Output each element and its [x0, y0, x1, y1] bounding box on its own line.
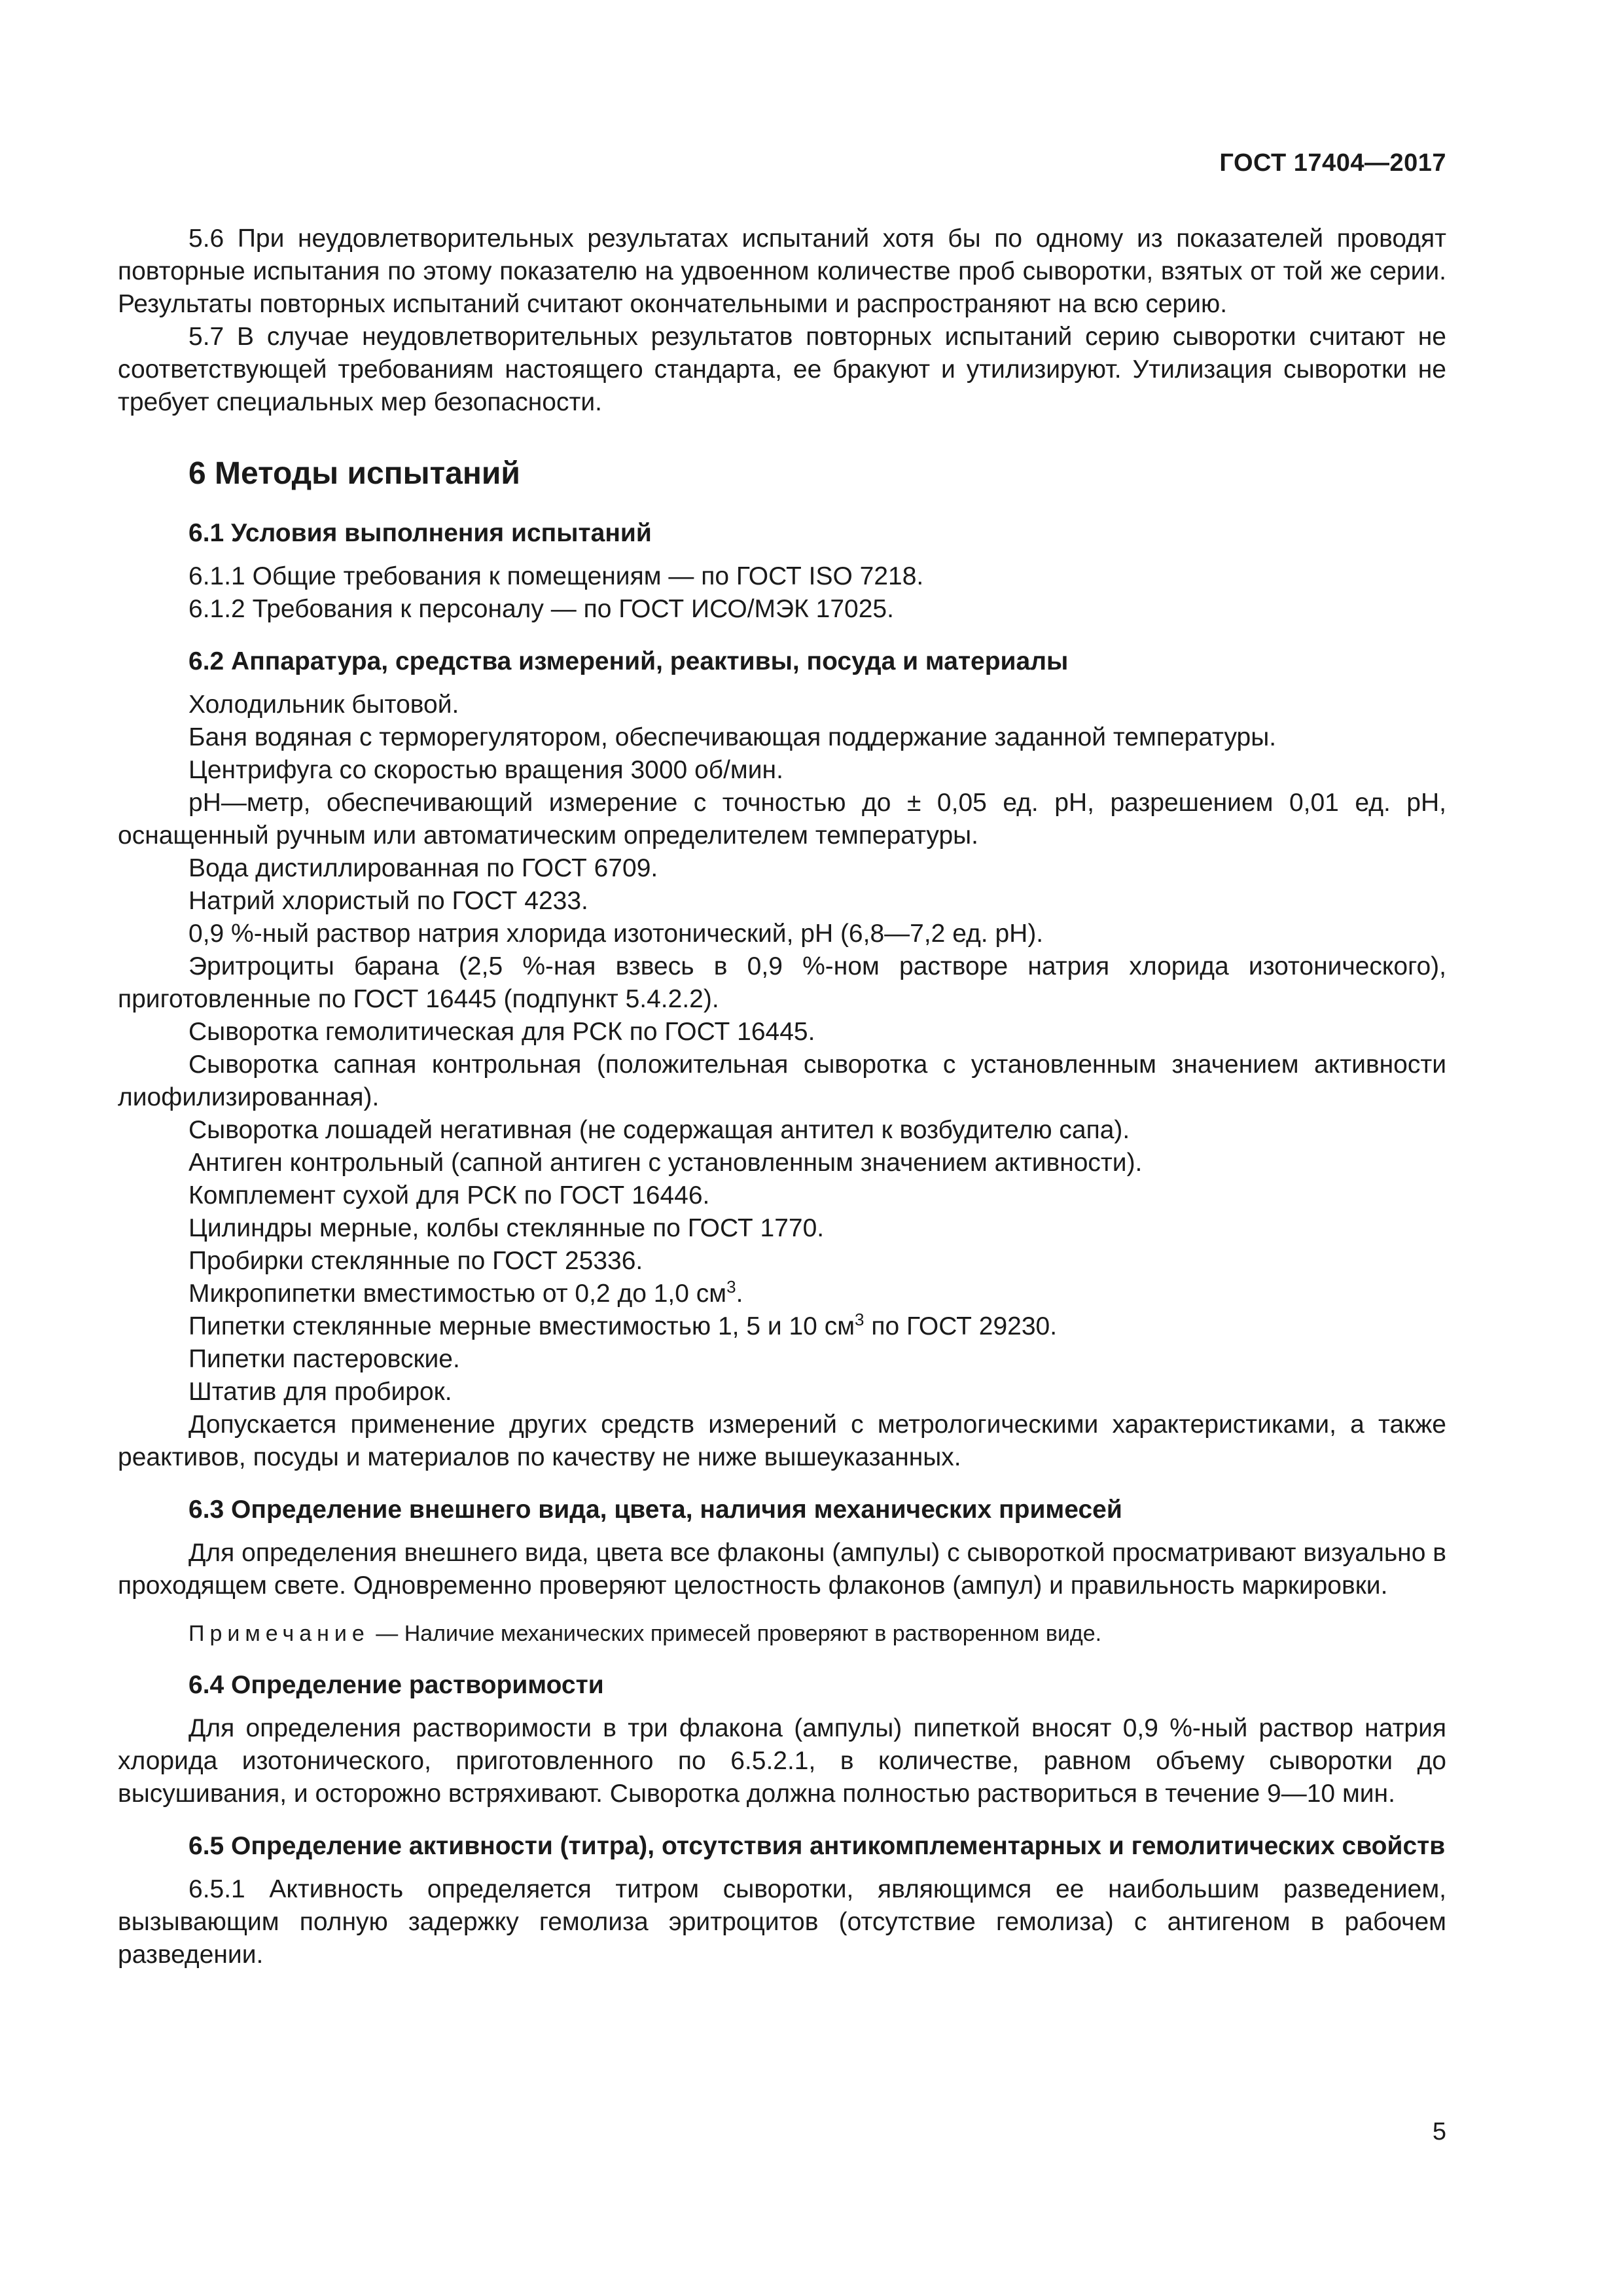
document-body — [118, 223, 1446, 1971]
list-item: Натрий хлористый по ГОСТ 4233. — [188, 887, 588, 915]
paragraph-6-1-2: 6.1.2 Требования к персоналу — по ГОСТ ИСО/МЭК 17025. — [188, 595, 894, 623]
list-item: Допускается применение других средств измерений с метрологическими характеристиками, а также реактивов, посуды и материалов по качеству не ниже вышеуказанных. — [118, 1410, 1446, 1471]
superscript: 3 — [726, 1277, 736, 1297]
list-item: Сыворотка гемолитическая для РСК по ГОСТ 16445. — [188, 1018, 815, 1046]
list-item: Сыворотка лошадей негативная (не содержащая антител к возбудителю сапа). — [188, 1116, 1130, 1144]
micropipettes-text: Микропипетки вместимостью от 0,2 до 1,0 см — [188, 1280, 727, 1308]
section-6-title: 6 Методы испытаний — [188, 456, 520, 491]
list-item: Пробирки стеклянные по ГОСТ 25336. — [188, 1247, 643, 1275]
list-item: Баня водяная с терморегулятором, обеспечивающая поддержание заданной температуры. — [188, 723, 1277, 751]
list-item: Вода дистиллированная по ГОСТ 6709. — [188, 854, 658, 882]
page-number: 5 — [1432, 2118, 1446, 2145]
paragraph-5-6: 5.6 При неудовлетворительных результатах испытаний хотя бы по одному из показателей проводят повторные испытания по этому показателю на удвоенном количестве проб сыворотки, взятых от той же серии. Результаты повторных испытаний считают окончательными и распространяют на всю серию. — [118, 224, 1446, 318]
list-item-micropipettes — [118, 1278, 1446, 1310]
paragraph-6-5-1: 6.5.1 Активность определяется титром сыворотки, являющимся ее наибольшим разведением, вызывающим полную задержку гемолиза эритроцитов (отсутствие гемолиза) с антигеном в рабочем разведении. — [118, 1875, 1446, 1969]
subsection-6-4-title: 6.4 Определение растворимости — [188, 1671, 604, 1699]
list-item: pH—метр, обеспечивающий измерение с точностью до ± 0,05 ед. pH, разрешением 0,01 ед. pH, оснащенный ручным или автоматическим определителем температуры. — [118, 789, 1446, 850]
pipettes-tail: по ГОСТ 29230. — [864, 1312, 1058, 1340]
paragraph-6-4: Для определения растворимости в три флакона (ампулы) пипеткой вносят 0,9 %-ный раствор натрия хлорида изотонического, приготовленного по 6.5.2.1, в количестве, равном объему сыворотки до высушивания, и осторожно встряхивают. Сыворотка должна полностью раствориться в течение 9—10 мин. — [118, 1714, 1446, 1808]
micropipettes-tail: . — [736, 1280, 743, 1308]
pipettes-text: Пипетки стеклянные мерные вместимостью 1, 5 и 10 см — [188, 1312, 855, 1340]
list-item: 0,9 %-ный раствор натрия хлорида изотонический, pH (6,8—7,2 ед. pH). — [188, 920, 1044, 948]
subsection-6-3-title: 6.3 Определение внешнего вида, цвета, наличия механических примесей — [188, 1496, 1122, 1524]
subsection-6-5-title: 6.5 Определение активности (титра), отсутствия антикомплементарных и гемолитических свойств — [188, 1832, 1446, 1860]
paragraph-5-7: 5.7 В случае неудовлетворительных результатов повторных испытаний серию сыворотки считают не соответствующей требованиям настоящего стандарта, ее бракуют и утилизируют. Утилизация сыворотки не требует специальных мер безопасности. — [118, 323, 1446, 416]
note — [118, 1619, 1446, 1648]
list-item-pipettes — [118, 1310, 1446, 1343]
subsection-6-1-title: 6.1 Условия выполнения испытаний — [188, 519, 652, 547]
subsection-6-2-title: 6.2 Аппаратура, средства измерений, реактивы, посуда и материалы — [188, 647, 1069, 675]
paragraph-6-1-1: 6.1.1 Общие требования к помещениям — по ГОСТ ISO 7218. — [188, 562, 924, 590]
list-item: Штатив для пробирок. — [188, 1378, 452, 1406]
note-text: — Наличие механических примесей проверяют в растворенном виде. — [369, 1621, 1102, 1646]
list-item: Эритроциты барана (2,5 %-ная взвесь в 0,9 %-ном растворе натрия хлорида изотонического), приготовленные по ГОСТ 16445 (подпункт 5.4.2.2). — [118, 952, 1446, 1013]
superscript: 3 — [855, 1310, 865, 1329]
list-item: Пипетки пастеровские. — [188, 1345, 460, 1373]
list-item: Цилиндры мерные, колбы стеклянные по ГОСТ 1770. — [188, 1214, 825, 1242]
equipment-list — [118, 689, 1446, 1474]
list-item: Антиген контрольный (сапной антиген с установленным значением активности). — [188, 1149, 1143, 1177]
list-item: Холодильник бытовой. — [188, 691, 459, 719]
list-item: Комплемент сухой для РСК по ГОСТ 16446. — [188, 1181, 710, 1210]
paragraph-6-3: Для определения внешнего вида, цвета все флаконы (ампулы) с сывороткой просматривают визуально в проходящем свете. Одновременно проверяют целостность флаконов (ампул) и правильность маркировки. — [118, 1539, 1446, 1600]
list-item: Сыворотка сапная контрольная (положительная сыворотка с установленным значением активности лиофилизированная). — [118, 1050, 1446, 1111]
document-header: ГОСТ 17404—2017 — [1219, 149, 1446, 177]
list-item: Центрифуга со скоростью вращения 3000 об/мин. — [188, 756, 783, 784]
note-label: Примечание — [188, 1621, 370, 1646]
